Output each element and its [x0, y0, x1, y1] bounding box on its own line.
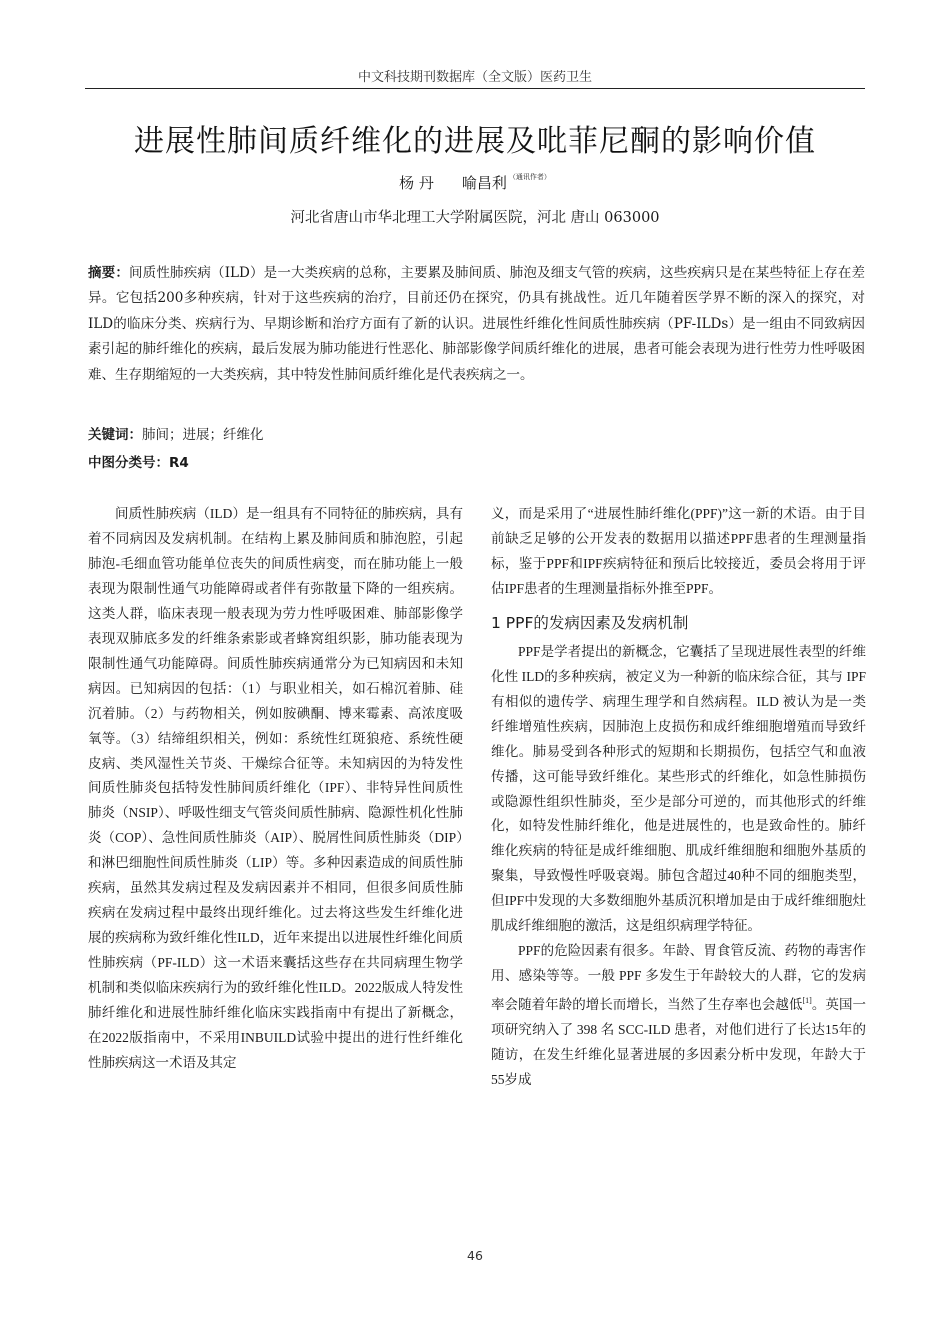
article-title: 进展性肺间质纤维化的进展及吡菲尼酮的影响价值	[134, 124, 816, 159]
keywords-label: 关键词：	[88, 427, 142, 443]
body-paragraph: 间质性肺疾病（ILD）是一组具有不同特征的肺疾病，具有着不同病因及发病机制。在结构上累及肺间质和肺泡腔，引起肺泡-毛细血管功能单位丧失的间质性病变，而在肺功能上一般表现为限制性通气功能障碍或者伴有弥散量下降的一组疾病。这类人群，临床表现一般表现为劳力性呼吸困难、肺部影像学表现双肺底多发的纤维条索影或者蜂窝组织影，肺功能表现为限制性通气功能障碍。间质性肺疾病通常分为已知病因和未知病因。已知病因的包括：（1）与职业相关，如石棉沉着肺、硅沉着肺。（2）与药物相关，例如胺碘酮、博来霉素、高浓度吸氧等。（3）结缔组织相关，例如：系统性红斑狼疮、系统性硬皮病、类风湿性关节炎、干燥综合征等。未知病因的为特发性间质性肺炎包括特发性肺间质纤维化（IPF）、非特异性间质性肺炎（NSIP）、呼吸性细支气管炎间质性肺病、隐源性机化性肺炎（COP）、急性间质性肺炎（AIP）、脱屑性间质性肺炎（DIP）和淋巴细胞性间质性肺炎（LIP）等。多种因素造成的间质性肺疾病，虽然其发病过程及发病因素并不相同，但很多间质性肺疾病在发病过程中最终出现纤维化。过去将这些发生纤维化进展的疾病称为致纤维化性ILD，近年来提出以进展性纤维化间质性肺疾病（PF-ILD）这一术语来囊括这些存在共同病理生物学机制和类似临床疾病行为的致纤维化性ILD。2022版成人特发性肺纤维化和进展性肺纤维化临床实践指南中有提出了新概念，在2022版指南中，不采用INBUILD试验中提出的进行性纤维化性肺疾病这一术语及其定	[88, 506, 463, 1070]
header-divider	[85, 88, 865, 89]
corresponding-author-note: （通讯作者）	[508, 173, 551, 181]
classification-number	[88, 451, 189, 471]
keywords-text: 肺间；进展；纤维化	[142, 427, 264, 443]
section-heading: 1 PPF的发病因素及发病机制	[491, 613, 689, 632]
citation-ref: [1]	[802, 996, 812, 1006]
journal-header: 中文科技期刊数据库（全文版）医药卫生	[357, 70, 592, 85]
author-first: 杨 丹	[399, 174, 434, 192]
author-second: 喻昌利	[461, 174, 507, 192]
author-line	[0, 172, 950, 193]
clc-value: R4	[169, 455, 189, 471]
body-column-right	[491, 502, 866, 1093]
body-paragraph: PPF是学者提出的新概念，它囊括了呈现进展性表型的纤维化性 ILD的多种疾病，被定义为一种新的临床综合征，其与 IPF有相似的遗传学、病理生理学和自然病程。ILD 被认为是一类纤维增殖性疾病，因肺泡上皮损伤和成纤维细胞增殖而导致纤维化。肺易受到各种形式的短期和长期损伤，包括空气和血液传播，这可能导致纤维化。某些形式的纤维化，如急性肺损伤或隐源性组织性肺炎，至少是部分可逆的，而其他形式的纤维化，如特发性肺纤维化，他是进展性的，也是致命性的。肺纤维化疾病的特征是成纤维细胞、肌成纤维细胞和细胞外基质的聚集，导致慢性呼吸衰竭。肺包含超过40种不同的细胞类型，但IPF中发现的大多数细胞外基质沉积增加是由于成纤维细胞灶肌成纤维细胞的激活，这是组织病理学特征。	[491, 643, 866, 934]
clc-label: 中图分类号：	[88, 455, 169, 471]
abstract-text: 间质性肺疾病（ILD）是一大类疾病的总称，主要累及肺间质、肺泡及细支气管的疾病，这些疾病只是在某些特征上存在差异。它包括200多种疾病，针对于这些疾病的治疗，目前还仍在探究，仍具有挑战性。近几年随着医学界不断的深入的探究，对ILD的临床分类、疾病行为、早期诊断和治疗方面有了新的认识。进展性纤维化性间质性肺疾病（PF-ILDs）是一组由不同致病因素引起的肺纤维化的疾病，最后发展为肺功能进行性恶化、肺部影像学间质纤维化的进展，患者可能会表现为进行性劳力性呼吸困难、生存期缩短的一大类疾病，其中特发性肺间质纤维化是代表疾病之一。	[88, 265, 865, 383]
page-number: 46	[467, 1248, 483, 1263]
keywords	[88, 423, 264, 443]
abstract	[88, 261, 865, 388]
affiliation: 河北省唐山市华北理工大学附属医院，河北 唐山 063000	[290, 210, 660, 226]
body-paragraph: 义，而是采用了“进展性肺纤维化(PPF)”这一新的术语。由于目前缺乏足够的公开发表的数据用以描述PPF患者的生理测量指标，鉴于PPF和IPF疾病特征和预后比较接近，委员会将用于评估IPF患者的生理测量指标外推至PPF。	[491, 506, 866, 596]
body-column-left	[88, 502, 463, 1076]
paragraph-text: PPF的危险因素有很多。年龄、胃食管反流、药物的毒害作用、感染等等。一般 PPF 多发生于年龄较大的人群，它的发病率会随着年龄的增长而增长，当然了生存率也会越低	[491, 943, 866, 1013]
abstract-label: 摘要：	[88, 265, 130, 281]
paragraph-text: 。英国一项研究纳入了 398 名 SCC-ILD 患者，对他们进行了长达15年的随访，在发生纤维化显著进展的多因素分析中发现，年龄大于55岁成	[491, 997, 867, 1088]
body-paragraph	[491, 939, 866, 1093]
